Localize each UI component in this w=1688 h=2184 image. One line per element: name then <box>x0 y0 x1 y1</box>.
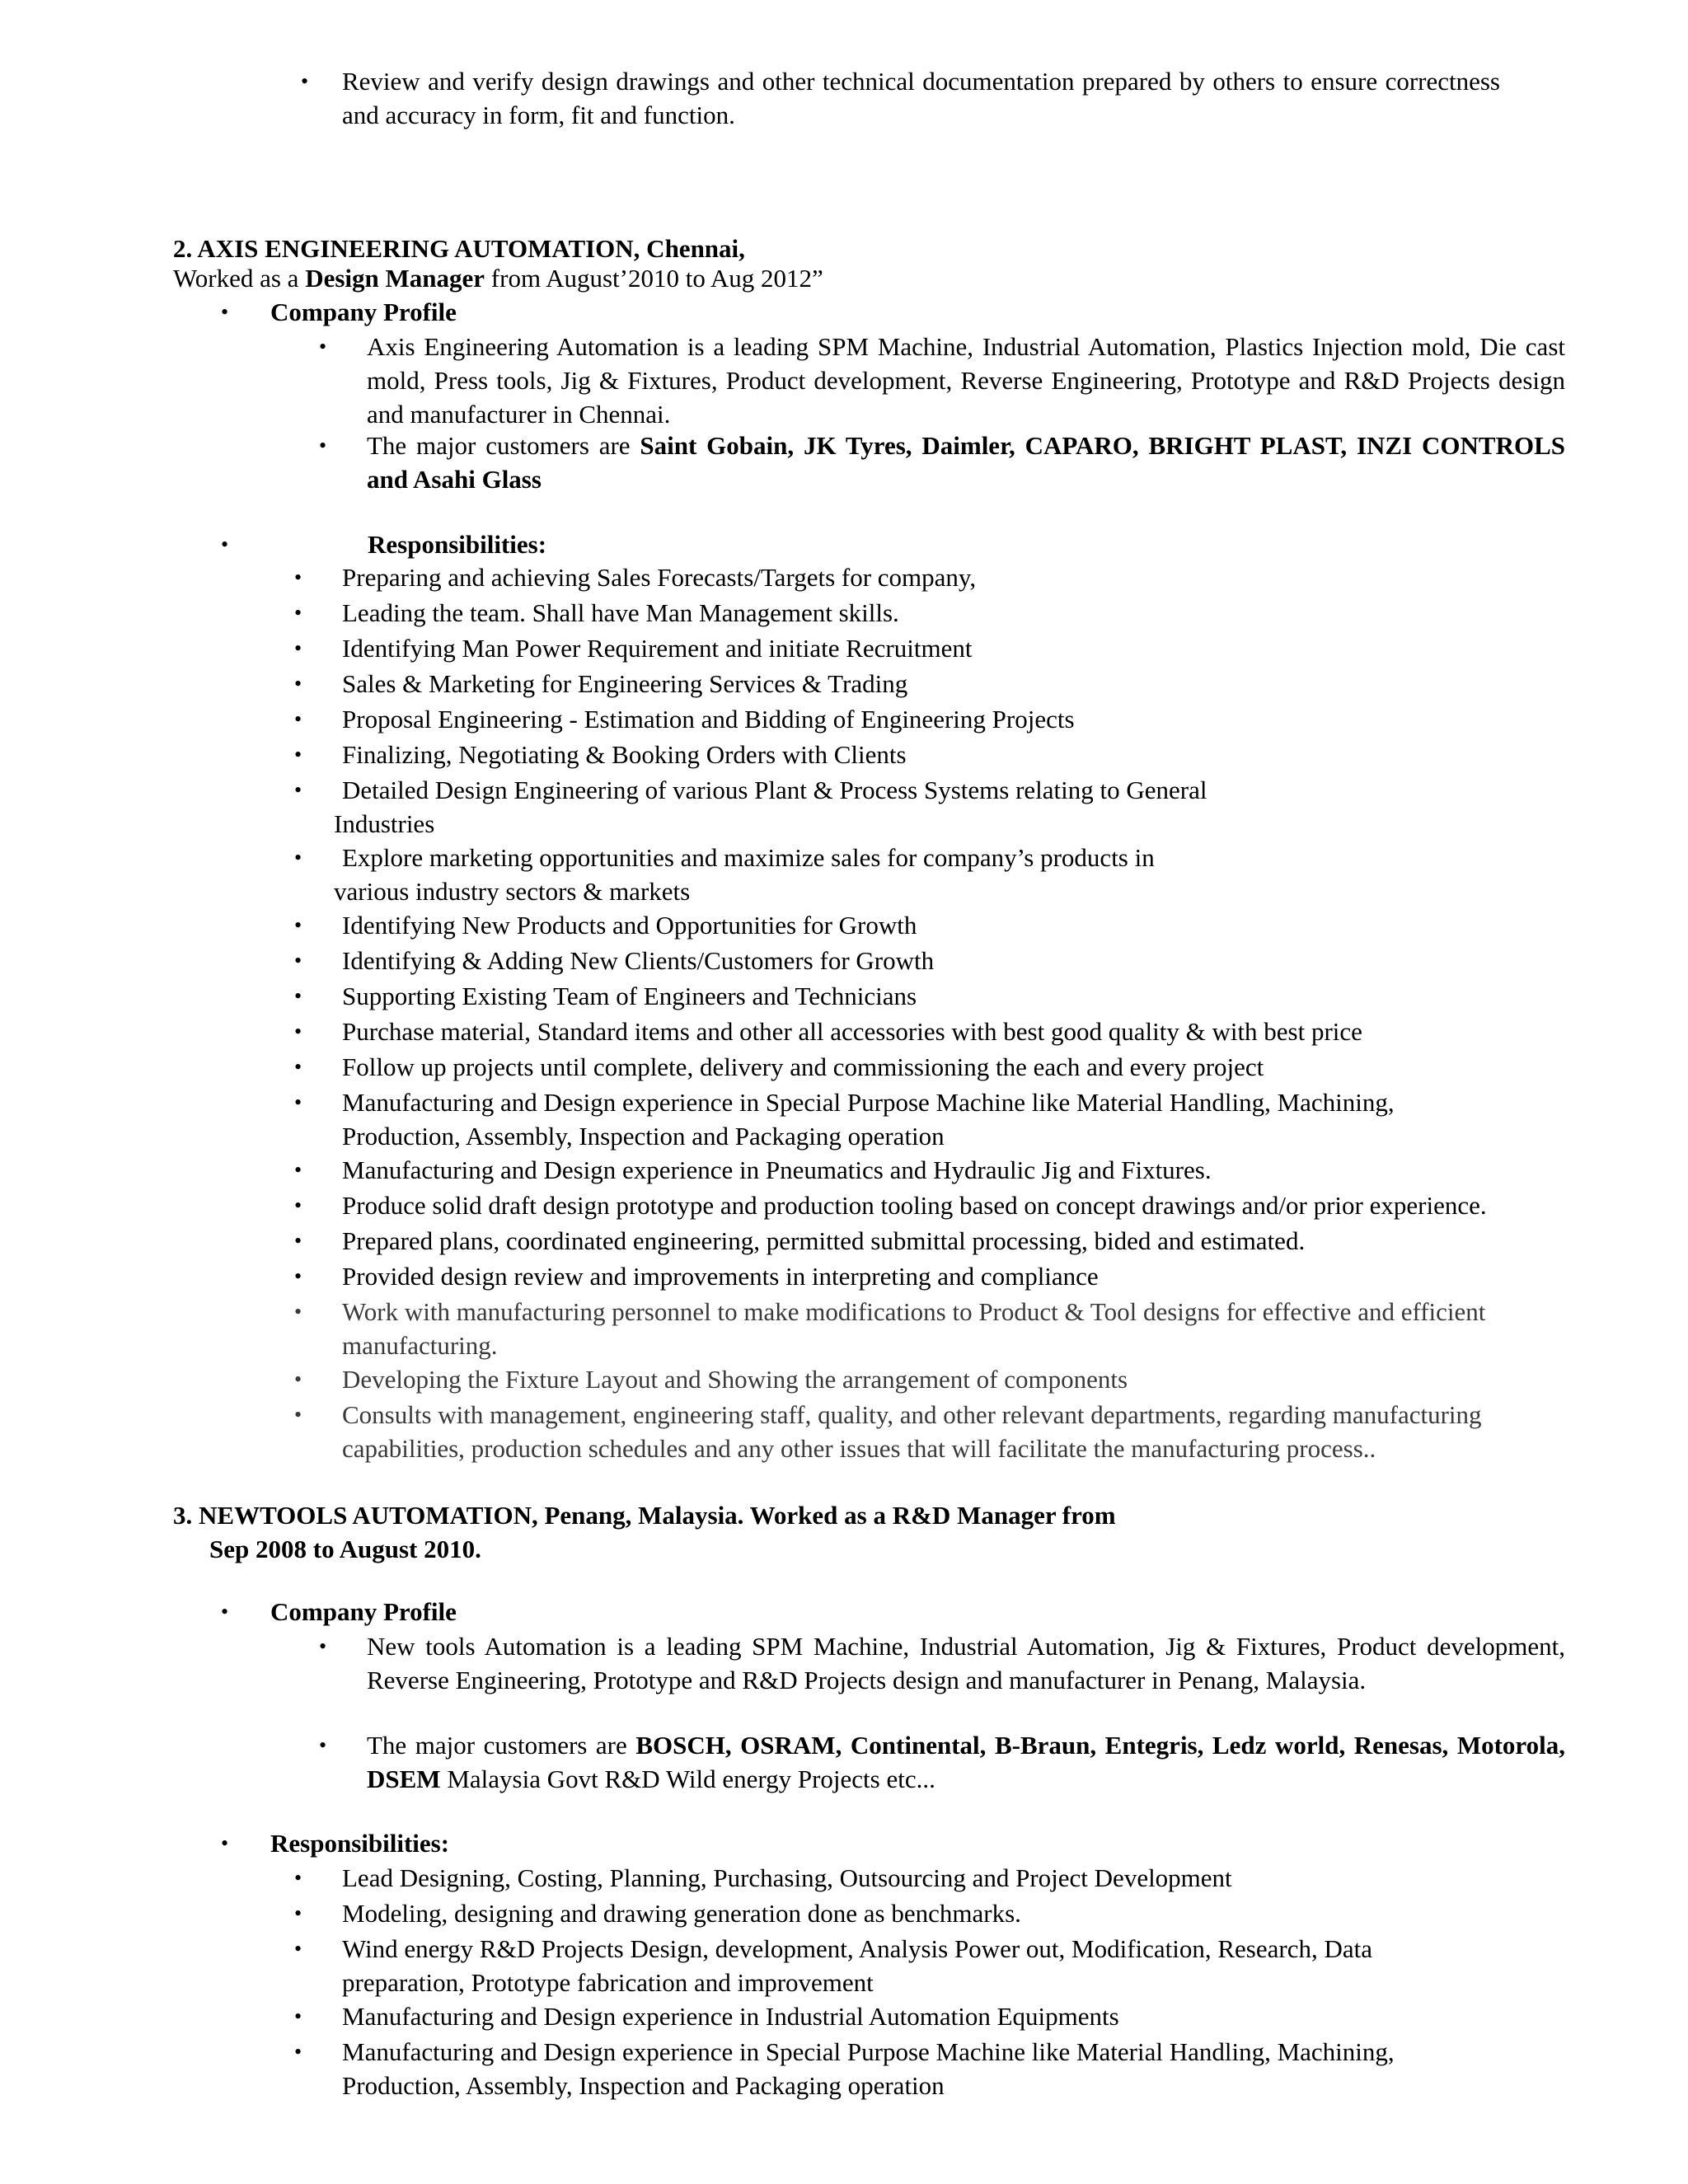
top-item-text: Review and verify design drawings and other technical documentation prepared by others to ensure correctness and accuracy in form, fit and function. <box>342 67 1500 129</box>
top-item <box>301 64 1500 132</box>
bullet-icon: • <box>319 335 327 359</box>
bullet-icon: • <box>294 1367 302 1391</box>
bullet-icon: • <box>294 672 302 696</box>
list-item: • Explore marketing opportunities and maximize sales for company’s products in various industry sectors & markets <box>294 841 1580 908</box>
bullet-icon: • <box>294 1937 302 1961</box>
section3-customers: • The major customers are BOSCH, OSRAM, Continental, B-Braun, Entegris, Ledz world, Renesas, Motorola, DSEM Malaysia Govt R&D Wild energy Projects etc... <box>319 1728 1565 1796</box>
list-item: • Modeling, designing and drawing generation done as benchmarks. <box>294 1896 1580 1932</box>
bullet-icon: • <box>221 1600 229 1624</box>
bullet-icon: • <box>294 846 302 869</box>
worked-role: Design Manager <box>305 264 485 293</box>
section2-worked-as <box>173 261 823 295</box>
bullet-icon: • <box>294 707 302 731</box>
bullet-icon: • <box>221 1831 229 1855</box>
bullet-icon: • <box>294 1055 302 1079</box>
bullet-icon: • <box>294 984 302 1008</box>
bullet-icon: • <box>294 636 302 660</box>
bullet-icon: • <box>294 1090 302 1114</box>
bullet-icon: • <box>294 1264 302 1288</box>
section3-responsibilities-label: • Responsibilities: <box>221 1826 449 1860</box>
list-item: • Identifying & Adding New Clients/Customers for Growth <box>294 944 1580 979</box>
customers-names: BOSCH, OSRAM, Continental, B-Braun, Entegris, Ledz world, Renesas, Motorola, DSEM <box>367 1731 1565 1793</box>
list-item: • Prepared plans, coordinated engineering, permitted submittal processing, bided and estimated. <box>294 1224 1580 1259</box>
section3-heading: 3. NEWTOOLS AUTOMATION, Penang, Malaysia. Worked as a R&D Manager from Sep 2008 to August 2010. <box>173 1501 1116 1563</box>
list-item: • Manufacturing and Design experience in Pneumatics and Hydraulic Jig and Fixtures. <box>294 1153 1580 1188</box>
bullet-icon: • <box>319 1733 327 1757</box>
section2-heading: 2. AXIS ENGINEERING AUTOMATION, Chennai, <box>173 234 745 263</box>
bullet-icon: • <box>319 1634 327 1658</box>
bullet-icon: • <box>294 1193 302 1217</box>
bullet-icon: • <box>221 532 229 556</box>
list-item: • Purchase material, Standard items and other all accessories with best good quality & with best price <box>294 1015 1580 1050</box>
bullet-icon: • <box>319 434 327 457</box>
list-item: • Follow up projects until complete, delivery and commissioning the each and every project <box>294 1050 1580 1085</box>
section3-profile-desc: • New tools Automation is a leading SPM Machine, Industrial Automation, Jig & Fixtures, Product development, Reverse Engineering, Prototype and R&D Projects design and manufacturer in Penang, Malaysia. <box>319 1629 1565 1697</box>
section2-responsibilities-list <box>294 560 1580 1465</box>
section2-customers: • The major customers are Saint Gobain, JK Tyres, Daimler, CAPARO, BRIGHT PLAST, INZI CONTROLS and Asahi Glass <box>319 429 1565 496</box>
list-item: • Manufacturing and Design experience in Industrial Automation Equipments <box>294 1999 1580 2035</box>
list-item: • Identifying New Products and Opportunities for Growth <box>294 908 1580 944</box>
bullet-icon: • <box>294 1019 302 1043</box>
list-item: • Sales & Marketing for Engineering Services & Trading <box>294 667 1580 702</box>
list-item: • Manufacturing and Design experience in Special Purpose Machine like Material Handling, Machining, Production, Assembly, Inspection and Packaging operation <box>294 1085 1580 1153</box>
section2-responsibilities-label: • Responsibilities: <box>221 527 546 561</box>
bullet-icon: • <box>294 2040 302 2064</box>
list-item: • Developing the Fixture Layout and Showing the arrangement of components <box>294 1362 1580 1398</box>
list-item: • Manufacturing and Design experience in Special Purpose Machine like Material Handling, Machining, Production, Assembly, Inspection and Packaging operation <box>294 2035 1580 2102</box>
bullet-icon: • <box>294 1158 302 1182</box>
list-item: • Lead Designing, Costing, Planning, Purchasing, Outsourcing and Project Development <box>294 1861 1580 1896</box>
section2-profile-desc: • Axis Engineering Automation is a leading SPM Machine, Industrial Automation, Plastics Injection mold, Die cast mold, Press tools, Jig & Fixtures, Product development, Reverse Engineering, Prototype and R&D Projects design and manufacturer in Chennai. <box>319 330 1565 431</box>
bullet-icon: • <box>294 1300 302 1324</box>
worked-prefix: Worked as a <box>173 264 306 293</box>
list-item: • Supporting Existing Team of Engineers and Technicians <box>294 979 1580 1015</box>
list-item: • Wind energy R&D Projects Design, development, Analysis Power out, Modification, Research, Data preparation, Prototype fabrication and improvement <box>294 1932 1580 1999</box>
list-item: • Finalizing, Negotiating & Booking Orders with Clients <box>294 738 1580 773</box>
customers-names: Saint Gobain, JK Tyres, Daimler, CAPARO, BRIGHT PLAST, INZI CONTROLS and Asahi Glass <box>367 431 1565 494</box>
bullet-icon: • <box>294 2004 302 2028</box>
section3-company-profile-label: • Company Profile <box>221 1595 457 1629</box>
list-item: • Preparing and achieving Sales Forecasts/Targets for company, <box>294 560 1580 596</box>
list-item: • Provided design review and improvements in interpreting and compliance <box>294 1259 1580 1295</box>
bullet-icon: • <box>294 949 302 972</box>
bullet-icon: • <box>294 565 302 589</box>
section2-company-profile-label: • Company Profile <box>221 295 457 329</box>
section3-responsibilities-list <box>294 1861 1580 2102</box>
bullet-icon: • <box>294 1866 302 1890</box>
bullet-icon: • <box>294 1403 302 1427</box>
bullet-icon: • <box>221 300 229 324</box>
bullet-icon: • <box>294 601 302 625</box>
list-item: • Work with manufacturing personnel to make modifications to Product & Tool designs for effective and efficient manufacturing. <box>294 1295 1580 1362</box>
bullet-icon: • <box>294 743 302 766</box>
bullet-icon: • <box>301 69 309 93</box>
list-item: • Leading the team. Shall have Man Management skills. <box>294 596 1580 631</box>
list-item: • Consults with management, engineering staff, quality, and other relevant departments, regarding manufacturing capabilities, production schedules and any other issues that will facilitate the manufacturing process.. <box>294 1398 1580 1465</box>
list-item: • Produce solid draft design prototype and production tooling based on concept drawings and/or prior experience. <box>294 1188 1580 1224</box>
list-item: • Identifying Man Power Requirement and initiate Recruitment <box>294 631 1580 667</box>
list-item: • Proposal Engineering - Estimation and Bidding of Engineering Projects <box>294 702 1580 738</box>
worked-suffix: from August’2010 to Aug 2012” <box>485 264 823 293</box>
bullet-icon: • <box>294 1901 302 1925</box>
list-item: • Detailed Design Engineering of various Plant & Process Systems relating to General Industries <box>294 773 1580 841</box>
bullet-icon: • <box>294 778 302 802</box>
bullet-icon: • <box>294 1229 302 1253</box>
bullet-icon: • <box>294 913 302 937</box>
